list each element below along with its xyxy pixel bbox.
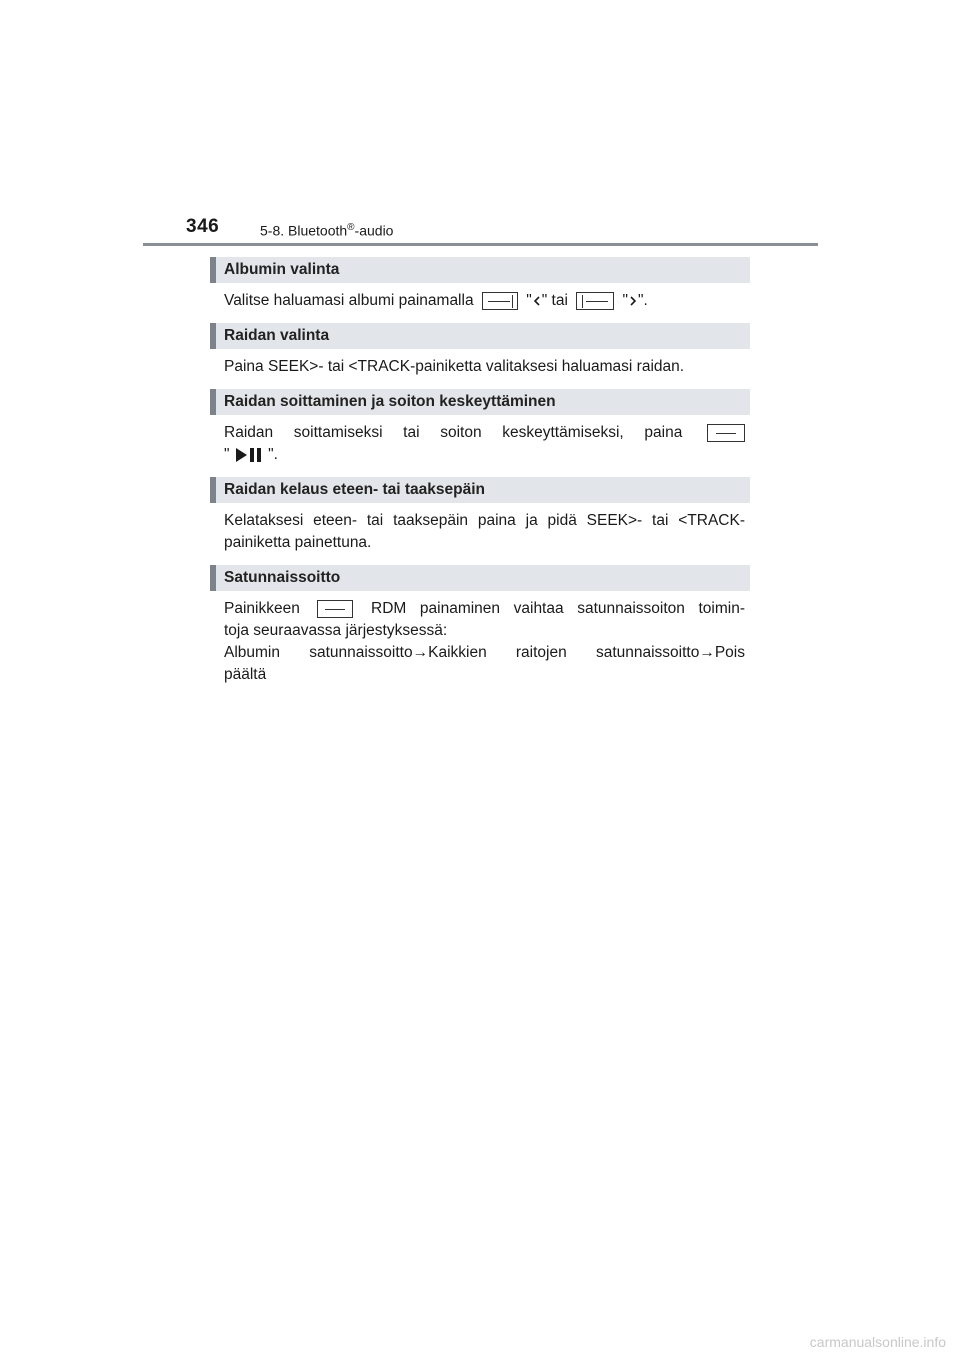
album-down-button-icon [482, 292, 518, 310]
section-heading-album-select: Albumin valinta [210, 257, 750, 283]
paragraph-play-pause: Raidan soittamiseksi tai soiton keskeyttämiseksi, paina " ". [224, 422, 745, 466]
chevron-right-icon [628, 295, 638, 307]
play-pause-button-icon [707, 424, 745, 442]
paragraph-track-select: Paina SEEK>- tai <TRACK-painiketta valitaksesi haluamasi raidan. [224, 358, 685, 375]
header-rule [143, 243, 818, 246]
section-heading-play-pause: Raidan soittaminen ja soiton keskeyttäminen [210, 389, 750, 415]
paragraph-random-play: Painikkeen RDM painaminen vaihtaa satunnaissoiton toimin- toja seuraavassa järjestyksessä: Albumin satunnaissoitto→Kaikkien raitojen satunnaissoitto→Pois päältä [224, 600, 745, 683]
album-up-button-icon [576, 292, 614, 310]
chevron-left-icon [532, 295, 542, 307]
section-label: 5-8. Bluetooth®-audio [260, 222, 394, 239]
paragraph-fast-forward-rewind: Kelataksesi eteen- tai taaksepäin paina ja pidä SEEK>- tai <TRACK- painiketta painettuna. [224, 512, 745, 551]
paragraph-album-select: Valitse haluamasi albumi painamalla " " tai " ". [224, 292, 648, 309]
section-heading-fast-forward-rewind: Raidan kelaus eteen- tai taaksepäin [210, 477, 750, 503]
rdm-button-icon [317, 600, 353, 618]
section-heading-track-select: Raidan valinta [210, 323, 750, 349]
section-heading-random-play: Satunnaissoitto [210, 565, 750, 591]
page-number: 346 [186, 216, 220, 237]
play-pause-icon [234, 447, 264, 463]
footer-watermark: carmanualsonline.info [809, 1334, 946, 1350]
